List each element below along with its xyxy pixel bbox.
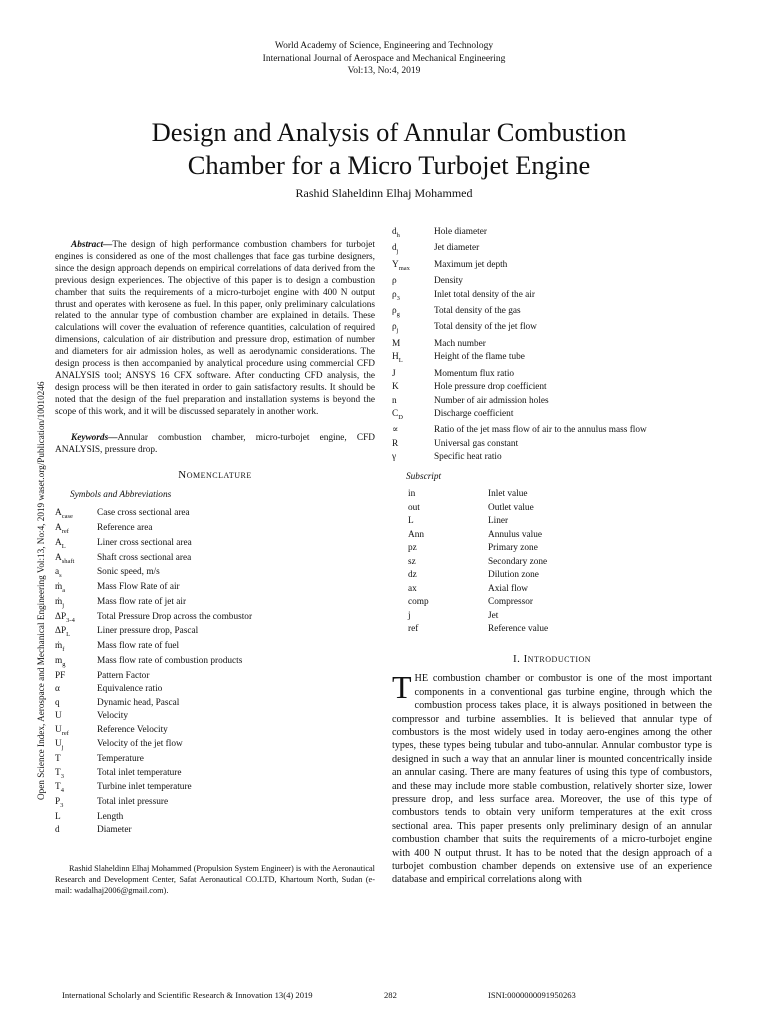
nomenclature-row [55,508,252,523]
symbol-description: Total inlet pressure [97,797,169,808]
symbol-description: Liner [488,516,509,527]
symbol-cell [55,698,97,712]
abstract-label: Abstract [71,240,104,250]
symbol-cell [392,529,488,543]
symbol-description: Inlet value [488,489,528,500]
symbol-description: Liner cross sectional area [97,537,192,548]
nomenclature-row [392,408,647,424]
symbol-cell [55,597,97,612]
symbol-description: Mass flow rate of combustion products [97,655,243,666]
symbol-subscript: L [61,542,66,550]
symbol-description: Length [97,811,124,822]
symbol-description: Mass flow rate of fuel [97,641,180,652]
symbol-cell [55,825,97,839]
symbol-description: Total inlet temperature [97,767,182,778]
symbol-description: Annulus value [488,529,542,540]
left-column [55,240,375,896]
symbol-cell [392,610,488,624]
symbol-description: Velocity of the jet flow [97,739,183,750]
symbol-cell [392,438,434,452]
symbol: comp [408,597,429,608]
symbol-description: Reference area [97,522,153,533]
nomenclature-title: Nomenclature [178,469,252,482]
symbol: m [55,655,63,666]
nomenclature-row [392,502,548,516]
symbol-subscript: case [61,513,73,521]
symbols-subtitle: Symbols and Abbreviations [70,490,172,501]
nomenclature-table-left [55,508,252,839]
abstract-text: The design of high performance combustion chambers for turbojet engines is considered as one of the most challenges that face gas turbine designers, since the design approach depends on empirical correlations of data derived from the previous design experiences. The objective of this paper is to design a combustion chamber that suits the requirements of a micro-turbojet engine with 400 N output thrust and operates with kerosene as fuel. In this paper, only preliminary calculations related to the annular type of combustion chamber are explained in details. These calculations will cover the evaluation of reference quantities, calculation of required dimensions, calculation of air distribution and pressure drop, estimation of number and diameters for air admission holes, as well as aerodynamic considerations. The design process is then accompanied by analytical procedure using commercial CFD ANALYSIS tool; ANSYS 16 CFX software. After conducting CFD analysis, the design process will be then iterated in order to gain satisfactory results. It should be noted that the design of the fuel preparation and installation systems is beyond the scope of this work, and it will be discussed separately in another work. [55,240,375,417]
symbol-cell [55,582,97,597]
symbol-subscript: j [61,744,64,752]
symbol: ref [408,624,419,635]
symbol-description: Equivalence ratio [97,684,163,695]
symbol-subscript: L [398,357,403,365]
symbol: pz [408,543,417,554]
symbol: ρ [392,276,397,287]
nomenclature-row [392,542,548,556]
symbol: ΔP [55,626,67,637]
symbol-cell [392,488,488,502]
footer-isni: ISNI:0000000091950263 [488,990,576,1000]
subscript-table [392,488,548,637]
symbol: K [392,382,399,393]
symbol-cell [392,368,434,382]
symbol-subscript: 3-4 [66,616,75,624]
symbol-description: Momentum flux ratio [434,368,515,379]
nomenclature-row [392,515,548,529]
symbol-cell [55,797,97,812]
subscript-title: Subscript [406,471,442,482]
symbol-cell [55,523,97,538]
nomenclature-row [392,242,647,258]
symbol-description: Maximum jet depth [434,259,508,270]
symbol: γ [392,452,397,463]
symbol-cell [392,569,488,583]
symbol-cell [392,408,434,424]
symbol-cell [392,305,434,321]
symbol-cell [392,338,434,352]
symbol: j [408,610,411,621]
symbol-description: Inlet total density of the air [434,289,535,300]
symbol-cell [55,812,97,826]
symbol: out [408,502,420,513]
symbol: T [55,754,61,765]
nomenclature-row [392,381,647,395]
symbol-description: Hole diameter [434,227,487,237]
symbol: T [55,767,61,778]
nomenclature-row [392,338,647,352]
symbol-description: Dilution zone [488,570,539,581]
introduction-text [392,669,712,887]
symbol: dz [408,570,417,581]
symbol-cell [392,381,434,395]
symbol-cell [55,612,97,627]
introduction-title: I. Introduction [512,652,592,665]
keywords-label: Keywords [71,432,109,443]
nomenclature-row [55,612,252,627]
symbol-cell [55,684,97,698]
symbol: U [55,711,62,722]
symbol-subscript: j [396,327,399,335]
symbol-description: Liner pressure drop, Pascal [97,626,199,637]
nomenclature-row [55,812,252,826]
symbol: PF [55,670,66,681]
author-footnote: Rashid Slaheldinn Elhaj Mohammed (Propulsion System Engineer) is with the Aeronautical Research and Development Center, Safat Aeronautical CO.LTD, Khartoum North, Sudan (e-mail: wadalhaj2006@gmail.com). [55,863,375,895]
symbol: L [408,516,414,527]
symbol: T [55,782,61,793]
symbol-cell [392,515,488,529]
symbol-description: Total density of the gas [434,305,521,316]
nomenclature-row [55,582,252,597]
nomenclature-row [55,523,252,538]
symbol: ṁ [55,582,63,593]
nomenclature-row [392,226,647,242]
symbol-description: Discharge coefficient [434,409,514,420]
symbol-description: Number of air admission holes [434,395,549,406]
symbol-cell [392,451,434,465]
nomenclature-row [392,351,647,367]
symbol-description: Specific heat ratio [434,452,502,463]
symbol: a [55,567,60,578]
symbol: J [392,368,396,379]
nomenclature-row [55,797,252,812]
symbol-subscript: g [62,660,66,668]
symbol-cell [55,508,97,523]
footer-journal: International Scholarly and Scientific Research & Innovation 13(4) 2019 [62,990,313,1000]
symbol: ρ [392,289,397,300]
symbol-cell [392,289,434,305]
symbol-cell [392,502,488,516]
nomenclature-row [55,768,252,783]
symbol-description: Turbine inlet temperature [97,782,192,793]
nomenclature-row [55,739,252,754]
symbol-cell [392,623,488,637]
nomenclature-row [392,275,647,289]
symbol-subscript: j [396,248,399,256]
symbol: α [55,684,60,695]
symbol-subscript: shaft [61,557,75,565]
symbol-description: Ratio of the jet mass flow of air to the annulus mass flow [434,425,647,436]
symbol-description: Reference value [488,624,549,635]
symbol: ΔP [55,611,67,622]
symbol-cell [392,259,434,275]
symbol: A [55,537,62,548]
symbol-description: Reference Velocity [97,724,168,735]
symbol-description: Mach number [434,338,486,349]
symbol-cell [55,538,97,553]
symbol: d [392,243,397,254]
header-line-2: International Journal of Aerospace and Mechanical Engineering [262,53,506,64]
nomenclature-row [392,610,548,624]
symbol-subscript: ref [61,527,69,535]
symbol-subscript: s [59,572,62,580]
symbol-description: Density [434,276,463,287]
nomenclature-row [55,538,252,553]
nomenclature-row [392,305,647,321]
sidebar-citation: Open Science Index, Aerospace and Mechanical Engineering Vol:13, No:4, 2019 waset.org/Publication/10010246 [36,381,46,800]
abstract [55,240,375,419]
symbol-description: Axial flow [488,583,529,594]
nomenclature-row [55,684,252,698]
symbol-cell [392,321,434,337]
nomenclature-row [392,529,548,543]
symbol-cell [392,351,434,367]
symbol: q [55,697,60,708]
nomenclature-row [55,597,252,612]
symbol-cell [55,725,97,740]
symbol: d [392,227,397,237]
symbol-cell [55,754,97,768]
symbol-cell [55,711,97,725]
symbol-description: Diameter [97,825,132,836]
author-name: Rashid Slaheldinn Elhaj Mohammed [295,186,473,200]
symbol-cell [392,424,434,438]
symbol-description: Sonic speed, m/s [97,567,160,578]
symbol-cell [55,782,97,797]
nomenclature-row [55,754,252,768]
symbol-subscript: max [398,264,410,272]
symbol: U [55,724,62,735]
paper-title [0,116,768,182]
symbol-description: Dynamic head, Pascal [97,697,180,708]
symbol-cell [392,542,488,556]
journal-header [0,40,768,78]
nomenclature-row [55,656,252,671]
header-line-1: World Academy of Science, Engineering and Technology [274,41,494,51]
symbol-description: Secondary zone [488,556,548,567]
nomenclature-table-right [392,226,647,465]
nomenclature-row [392,321,647,337]
symbol-cell [55,626,97,641]
symbol-description: Case cross sectional area [97,508,190,519]
symbol-cell [55,739,97,754]
symbol-subscript: 3 [60,772,64,780]
symbol-description: Hole pressure drop coefficient [434,382,547,393]
symbol: A [55,552,62,563]
symbol-cell [55,656,97,671]
symbol: ax [408,583,417,594]
symbol-description: Temperature [97,754,144,765]
symbol-subscript: L [66,631,71,639]
symbol: ṁ [55,596,63,607]
symbol-cell [392,583,488,597]
symbol: R [392,438,399,449]
dropcap-letter: T [392,669,412,706]
footer-page-number: 282 [384,990,397,1000]
nomenclature-row [55,671,252,685]
nomenclature-row [55,782,252,797]
symbol-description: Primary zone [488,543,538,554]
title-line-1: Design and Analysis of Annular Combustion [151,117,627,147]
symbol-cell [392,395,434,409]
symbol-subscript: g [396,310,400,318]
symbol: ∝ [392,425,399,436]
nomenclature-row [392,368,647,382]
symbol-subscript: h [396,231,400,239]
symbol-subscript: a [62,586,66,594]
symbol-description: Pattern Factor [97,670,150,681]
symbol: ṁ [55,641,63,652]
symbol-cell [55,768,97,783]
symbol-cell [55,567,97,582]
symbol-description: Shaft cross sectional area [97,552,192,563]
symbol-cell [55,553,97,568]
nomenclature-row [392,289,647,305]
symbol: A [55,508,62,519]
keywords-text: Annular combustion chamber, micro-turbojet engine, CFD ANALYSIS, pressure drop. [55,432,375,455]
symbol-description: Mass flow rate of jet air [97,596,187,607]
symbol-subscript: 3 [396,294,400,302]
symbol-cell [392,226,434,242]
symbol-description: Universal gas constant [434,438,519,449]
symbol-cell [55,641,97,656]
header-line-3: Vol:13, No:4, 2019 [347,66,421,76]
symbol-description: Compressor [488,597,533,608]
right-column [392,226,712,887]
symbol-cell [392,596,488,610]
symbol: n [392,395,397,406]
symbol-description: Jet diameter [434,243,480,254]
nomenclature-row [392,438,647,452]
symbol-description: Jet [488,610,499,621]
nomenclature-row [55,626,252,641]
nomenclature-row [392,488,548,502]
symbol-description: Outlet value [488,502,534,513]
symbol-subscript: j [62,601,65,609]
nomenclature-row [392,569,548,583]
symbol: P [55,797,61,808]
symbol-description: Mass Flow Rate of air [97,582,180,593]
symbol-cell [392,275,434,289]
nomenclature-row [55,698,252,712]
symbol-subscript: ref [61,729,69,737]
nomenclature-row [392,451,647,465]
symbol-description: Total Pressure Drop across the combustor [97,611,253,622]
nomenclature-row [392,556,548,570]
nomenclature-row [392,583,548,597]
symbol-description: Velocity [97,711,128,722]
nomenclature-row [392,623,548,637]
symbol-description: Total density of the jet flow [434,322,537,333]
symbol: sz [408,556,416,567]
nomenclature-row [55,711,252,725]
symbol: d [55,825,60,836]
symbol: C [392,409,399,420]
nomenclature-row [392,259,647,275]
symbol: Ann [408,529,425,540]
nomenclature-row [392,596,548,610]
symbol-subscript: D [398,413,403,421]
nomenclature-row [55,725,252,740]
symbol: ρ [392,322,397,333]
introduction-body: HE combustion chamber or combustor is one of the most important components in a conventional gas turbine engine, through which the combustion process takes place, it is always positioned in between the compressor and turbine assemblies. It is believed that annular type of combustors is the most widely used in today aero-engines among the other types, these types being tubular and tubo-annular. Annular combustor type is designed in such a way that an annular liner is mounted concentrically inside an annular casing. There are many features of using this type of combustors, and these may include more stable combustion, relatively shorter size, lower pressure drop, and less surface area. Moreover, the use of this type of combustors tends to obtain very uniform temperatures at the exit cross sectional area. This paper presents only preliminary design of an annular combustion chamber that suits the requirements of a micro-turbojet engine with 400 N output thrust. It has to be noted that the design approach of a turbojet combustion chamber depends on extensive use of an experience database and empirical correlations along with [392,673,712,886]
symbol: H [392,352,399,363]
symbol-subscript: f [62,645,65,653]
symbol: Y [392,259,399,270]
nomenclature-row [55,567,252,582]
nomenclature-row [55,825,252,839]
symbol: M [392,338,401,349]
nomenclature-row [55,641,252,656]
abstract-dash: — [103,240,113,250]
symbol: ρ [392,305,397,316]
nomenclature-row [392,395,647,409]
symbol: L [55,811,61,822]
symbol-subscript: 4 [60,787,64,795]
symbol-cell [392,242,434,258]
keywords-dash: — [108,432,118,443]
symbol-description: Height of the flame tube [434,352,525,363]
nomenclature-row [392,424,647,438]
symbol-cell [55,671,97,685]
keywords [55,433,375,457]
symbol: in [408,489,416,500]
symbol-cell [392,556,488,570]
symbol: A [55,522,62,533]
title-line-2: Chamber for a Micro Turbojet Engine [187,150,591,180]
symbol: U [55,739,62,750]
nomenclature-row [55,553,252,568]
symbol-subscript: 3 [60,802,64,810]
